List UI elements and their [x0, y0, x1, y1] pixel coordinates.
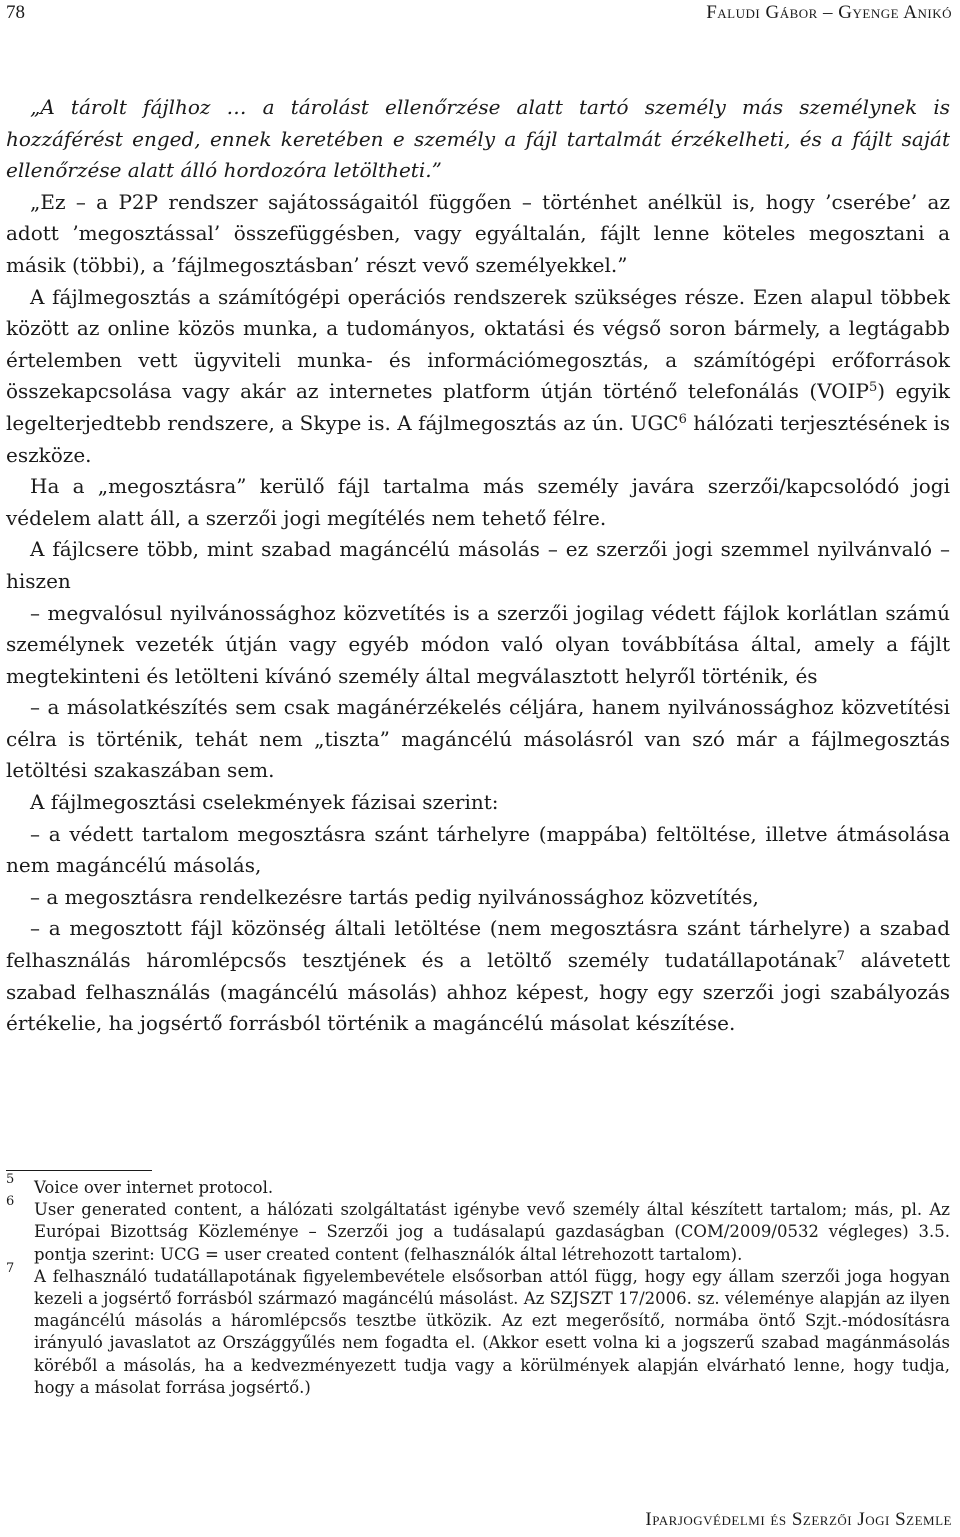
- footnote-text: Voice over internet protocol.: [34, 1178, 274, 1197]
- page-header: [0, 0, 960, 40]
- paragraph: [6, 282, 950, 472]
- list-item-paragraph: – a másolatkészítés sem csak magánérzékelés céljára, hanem nyilvánossághoz közvetítési célra is történik, tehát nem „tiszta” magáncélú másolásról van szó már a fájlmegosztás letöltési szakaszában sem.: [6, 695, 950, 783]
- text-span: – a megosztott fájl közönség általi letöltése (nem megosztásra szánt tárhelyre) a szabad felhasználás háromlépcsős tesztjének és a letöltő személy tudatállapotának: [6, 916, 950, 973]
- footnote-ref-5: 5: [868, 380, 878, 396]
- footnotes: [6, 1170, 950, 1399]
- footnote-number: 5: [6, 1172, 15, 1187]
- text-span: alávetett szabad felhasználás (magáncélú másolás) ahhoz képest, hogy egy szerzői jogi szabályozás értékelie, ha jogsértő forrásból történik a magáncélú másolat készítése.: [6, 948, 950, 1036]
- paragraph: A fájlcsere több, mint szabad magáncélú másolás – ez szerzői jogi szemmel nyilvánvaló – hiszen: [6, 537, 950, 593]
- footnote-text: User generated content, a hálózati szolgáltatást igénybe vevő személy által készített tartalom; más, pl. Az Európai Bizottság Közleménye – Szerzői jog a tudásalapú gazdaságban (COM/2009/0532 végleges) 3.5. pontja szerint: UCG = user created content (felhasználók által létrehozott tartalom).: [34, 1200, 950, 1264]
- text-span: hálózati terjesztésének is eszköze.: [6, 410, 950, 467]
- paragraph: A fájlmegosztási cselekmények fázisai szerint:: [30, 790, 499, 815]
- running-head-authors: Faludi Gábor – Gyenge Anikó: [706, 2, 952, 23]
- footnote-divider: [6, 1170, 152, 1171]
- paragraph: „Ez – a P2P rendszer sajátosságaitól függően – történhet anélkül is, hogy ’cserébe’ az adott ’megosztással’ összefüggésben, vagy egyáltalán, fájlt lenne köteles megosztani a másik (többi), a ’fájlmegosztásban’ részt vevő személyekkel.”: [6, 189, 950, 277]
- list-item-paragraph: – megvalósul nyilvánossághoz közvetítés is a szerzői jogilag védett fájlok korlátlan számú személynek vezeték útján vagy egyéb módon való olyan továbbítása által, amely a fájlt megtekinteni és letölteni kívánó személy által megválasztott helyről történik, és: [6, 600, 950, 688]
- footnote-text: A felhasználó tudatállapotának figyelembevétele elsősorban attól függ, hogy egy állam szerzői joga hogyan kezeli a jogsértő forrásból származó magáncélú másolást. Az SZJSZT 17/2006. sz. véleménye alapján az ilyen magáncélú másolás a háromlépcsős tesztbe ütközik. Az ezt megerősítő, normába öntő Szjt.-módosításra irányuló javaslatot az Országgyűlés nem fogadta el. (Akkor esett volna ki a jogszerű szabad magánmásolás köréből a másolás, ha a kedvezményezett tudja vagy a körülmények alapján elvárható lenne, hogy tudja, hogy a másolat forrása jogsértő.): [34, 1266, 950, 1397]
- main-text: [6, 92, 950, 1040]
- list-item-paragraph: [6, 913, 950, 1039]
- list-item-paragraph: – a megosztásra rendelkezésre tartás pedig nyilvánossághoz közvetítés,: [30, 884, 759, 909]
- footnote-6: [6, 1194, 950, 1266]
- footnote-7: [6, 1260, 950, 1399]
- footnote-number: 7: [6, 1260, 15, 1276]
- footnote-ref-6: 6: [678, 411, 687, 427]
- text-span: A fájlmegosztás a számítógépi operációs rendszerek szükséges része. Ezen alapul többek között az online közös munka, a tudományos, oktatási és végső soron bármely, a legtágabb értelemben vett ügyviteli munka- és információmegosztás, a számítógépi erőforrások összekapcsolása vagy akár az internetes platform útján történő telefonálás (VOIP: [6, 284, 950, 404]
- quote-paragraph: „A tárolt fájlhoz … a tárolást ellenőrzése alatt tartó személy más személynek is hozzáférést enged, ennek keretében e személy a fájl tartalmát érzékelheti, és a fájlt saját ellenőrzése alatt álló hordozóra letöltheti.”: [6, 95, 950, 183]
- footnote-ref-7: 7: [836, 949, 845, 965]
- footnote-5: [6, 1172, 950, 1199]
- paragraph: Ha a „megosztásra” kerülő fájl tartalma más személy javára szerzői/kapcsolódó jogi védelem alatt áll, a szerzői jogi megítélés nem tehető félre.: [6, 474, 950, 530]
- list-item-paragraph: – a védett tartalom megosztásra szánt tárhelyre (mappába) feltöltése, illetve átmásolása nem magáncélú másolás,: [6, 821, 950, 878]
- page-number: 78: [6, 2, 25, 23]
- page-footer-journal: Iparjogvédelmi és Szerzői Jogi Szemle: [645, 1509, 952, 1530]
- footnote-number: 6: [6, 1194, 15, 1210]
- text-span: ) egyik legelterjedtebb rendszere, a Skype is. A fájlmegosztás az ún. UGC: [6, 379, 950, 435]
